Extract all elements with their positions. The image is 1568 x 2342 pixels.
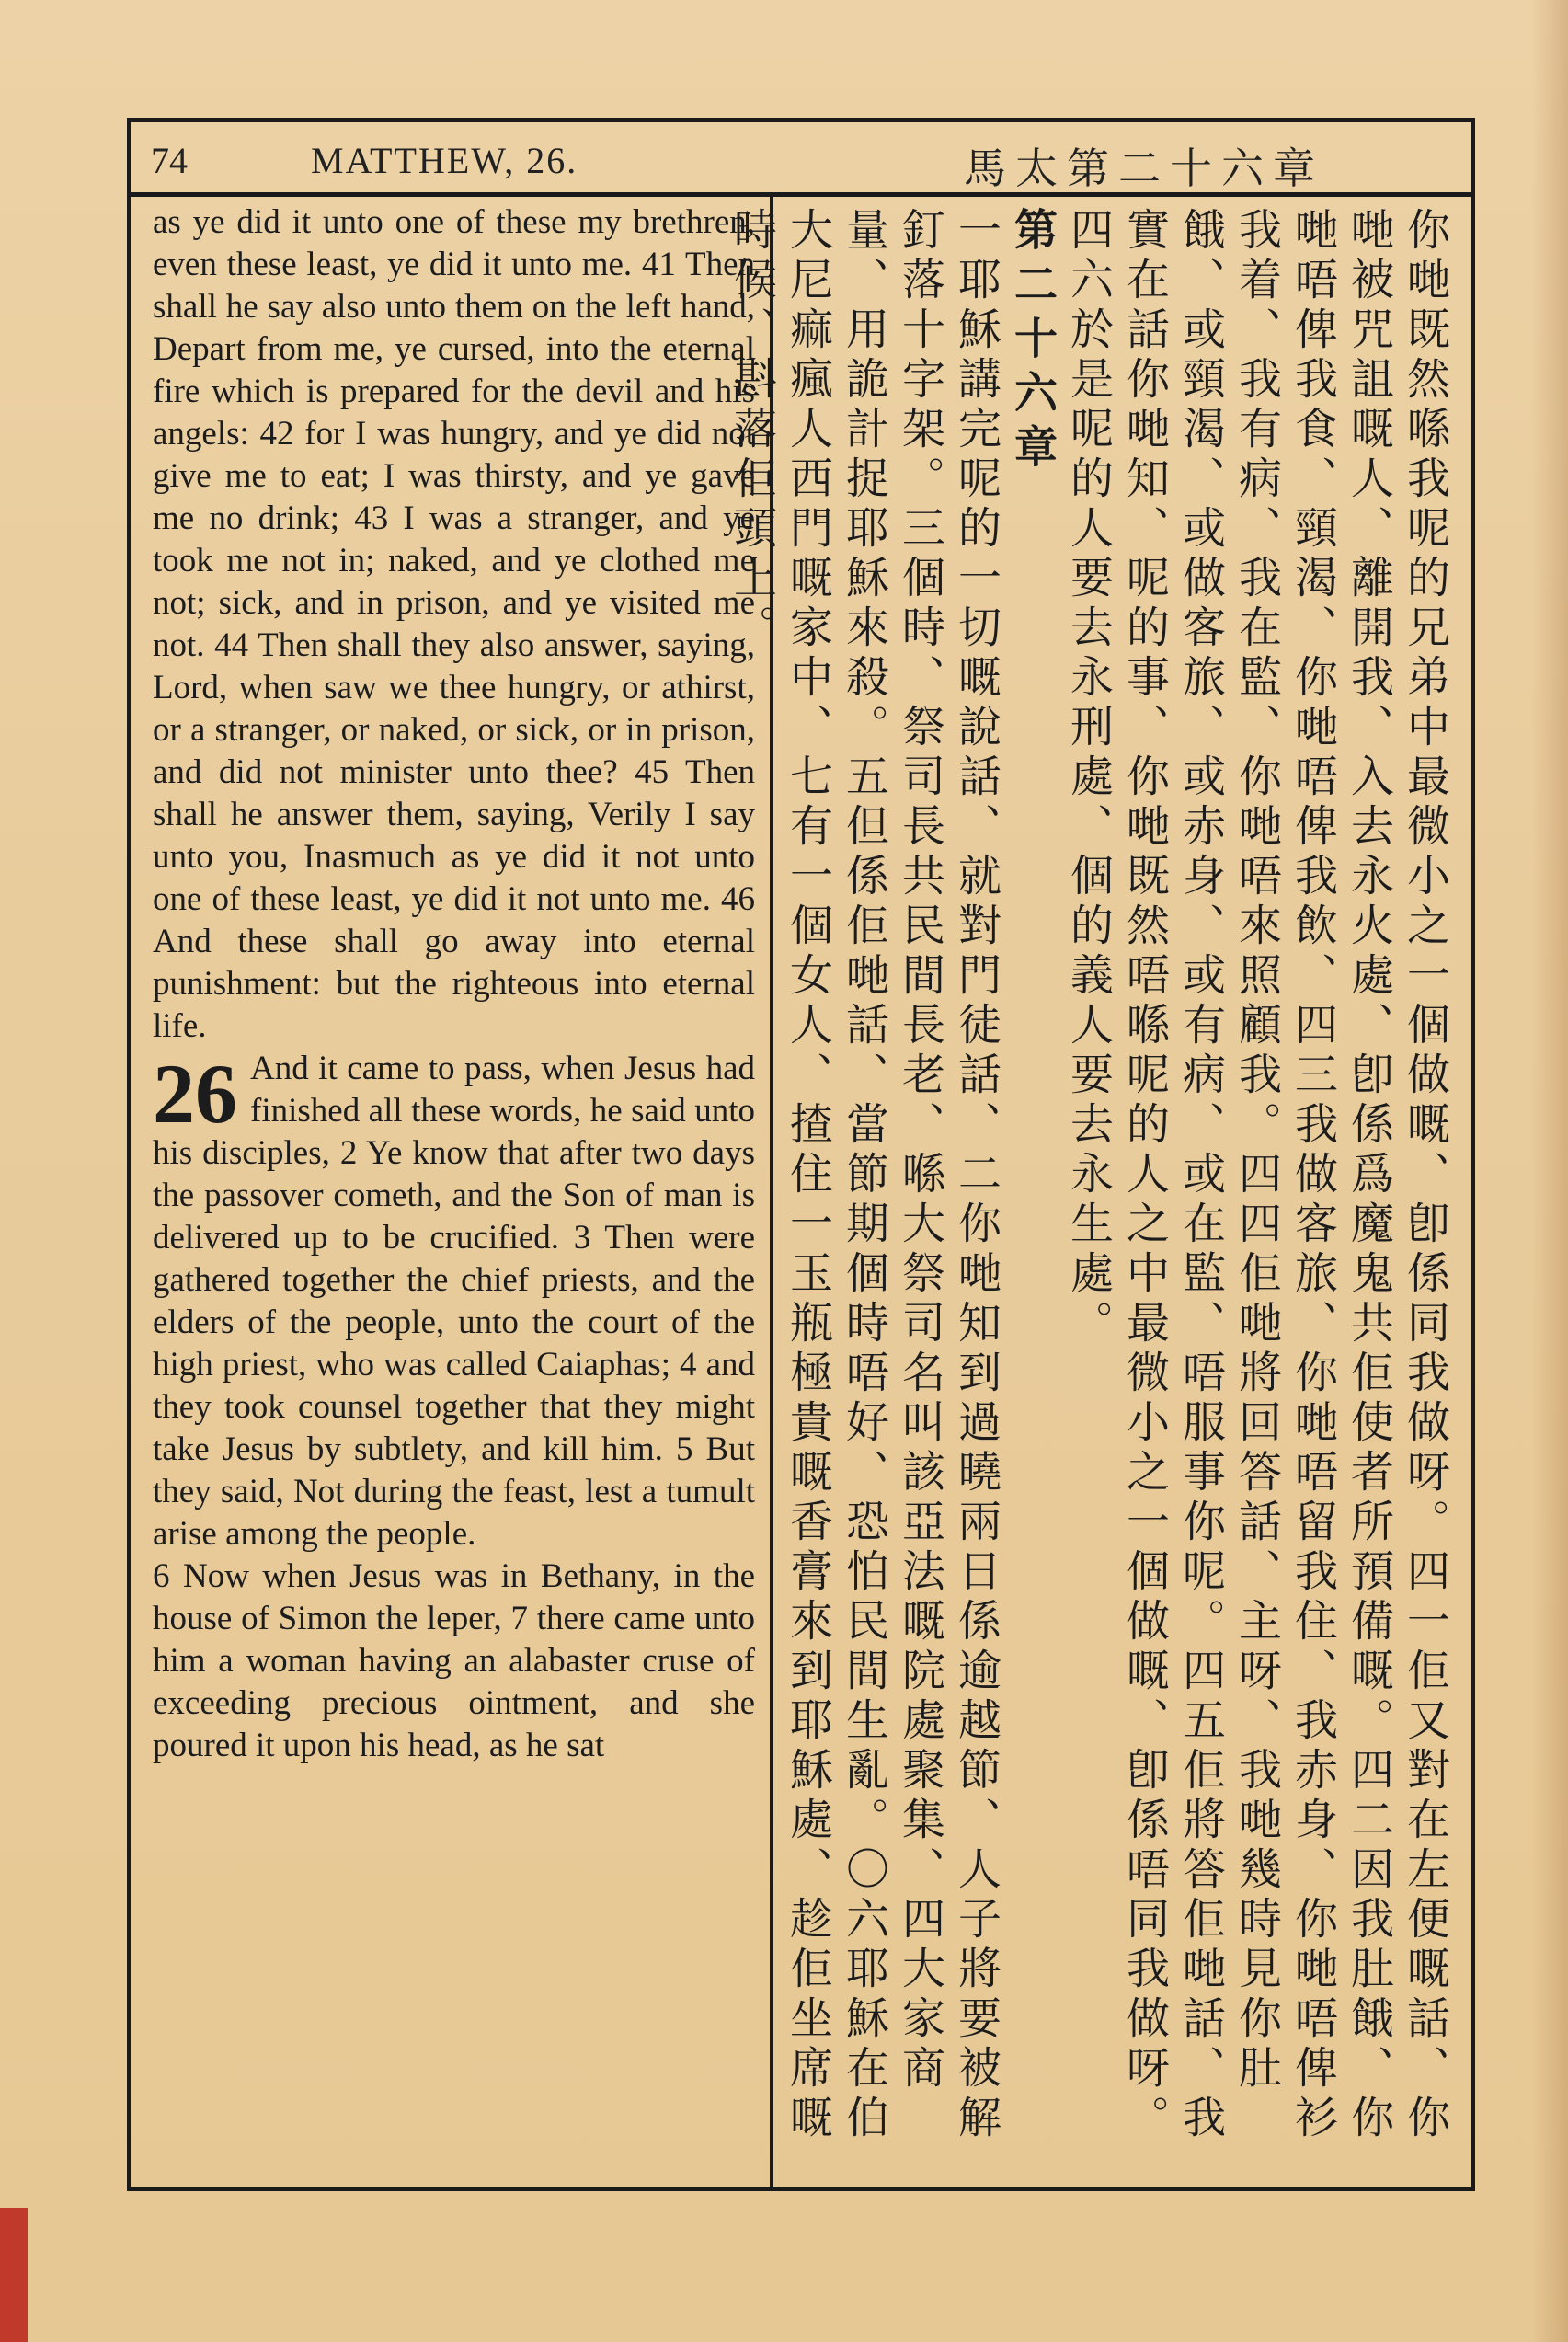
english-chapter-paragraph	[153, 1048, 755, 1556]
english-paragraph-3: 6 Now when Jesus was in Bethany, in the house of Simon the leper, 7 there came unto him a woman having an alabaster cruse of exceeding precious ointment, and she poured it upon his head, as he sat	[153, 1557, 755, 1764]
book-cover-edge	[0, 2208, 28, 2342]
chapter-number: 26	[153, 1047, 237, 1141]
text-frame	[127, 118, 1475, 2191]
english-paragraph-1: as ye did it unto one of these my brethren, even these least, ye did it unto me. 41 Then shall he say also unto them on the left hand, Depart from me, ye cursed, into the eternal fire which is prepared for the devil and his angels: 42 for I was hungry, and ye did not give me to eat; I was thirsty, and ye gave me no drink; 43 I was a stranger, and ye took me not in; naked, and ye clothed me not; sick, and in prison, and ye visited me not. 44 Then shall they also answer, saying, Lord, when saw we thee hungry, or athirst, or a stranger, or naked, or sick, or in prison, and did not minister unto thee? 45 Then shall he answer them, saying, Verily I say unto you, Inasmuch as ye did it not unto one of these least, ye did it not unto me. 46 And these shall go away into eternal punishment: but the righteous into eternal life.	[153, 203, 755, 1045]
page-edge-shadow	[1531, 0, 1568, 2342]
chinese-passage-2: 一耶穌講完呢的一切嘅說話、就對門徒話、二你哋知到過曉兩日係逾越節、人子將要被解釘落十字架。三個時、祭司長共民間長老、喺大祭司名叫該亞法嘅院處聚集、四大家商量、用詭計捉耶穌來殺。五但係佢哋話、當節期個時唔好、恐怕民間生亂。〇六耶穌在伯大尼痲瘋人西門嘅家中、七有一個女人、揸住一玉瓶極貴嘅香膏來到耶穌處、趁佢坐席嘅時候、斟落佢頭上。	[727, 207, 1001, 2144]
page-header	[131, 122, 1471, 197]
english-paragraph-2: And it came to pass, when Jesus had finished all these words, he said unto his disciples, 2 Ye know that after two days the passover cometh, and the Son of man is delivered up to be crucified. 3 Then were gathered together the chief priests, and the elders of the people, unto the court of the high priest, who was called Caiaphas; 4 and they took counsel together that they might take Jesus by subtlety, and kill him. 5 But they said, Not during the feast, lest a tumult arise among the people.	[153, 1050, 755, 1553]
chinese-column	[727, 207, 1453, 2166]
english-column	[153, 201, 755, 1767]
chinese-running-title: 馬太第二十六章	[964, 144, 1324, 193]
page-number: 74	[151, 140, 188, 181]
running-title: MATTHEW, 26.	[311, 140, 578, 181]
chinese-passage-1: 你哋既然喺我呢的兄弟中最微小之一個做嘅、卽係同我做呀。四一佢又對在左便嘅話、你哋被咒詛嘅人、離開我、入去永火處、卽係爲魔鬼共佢使者所預備嘅。四二因我肚餓、你哋唔俾我食、頸渴、你哋唔俾我飲、四三我做客旅、你哋唔留我住、我赤身、你哋唔俾衫我着、我有病、我在監、你哋唔來照顧我。四四佢哋將回答話、主呀、我哋幾時見你肚餓、或頸渴、或做客旅、或赤身、或有病、或在監、唔服事你呢。四五佢將答佢哋話、我實在話你哋知、呢的事、你哋既然唔喺呢的人之中最微小之一個做嘅、卽係唔同我做呀。四六於是呢的人要去永刑處、個的義人要去永生處。	[1063, 207, 1450, 2144]
chinese-chapter-heading: 第二十六章	[1007, 207, 1058, 478]
